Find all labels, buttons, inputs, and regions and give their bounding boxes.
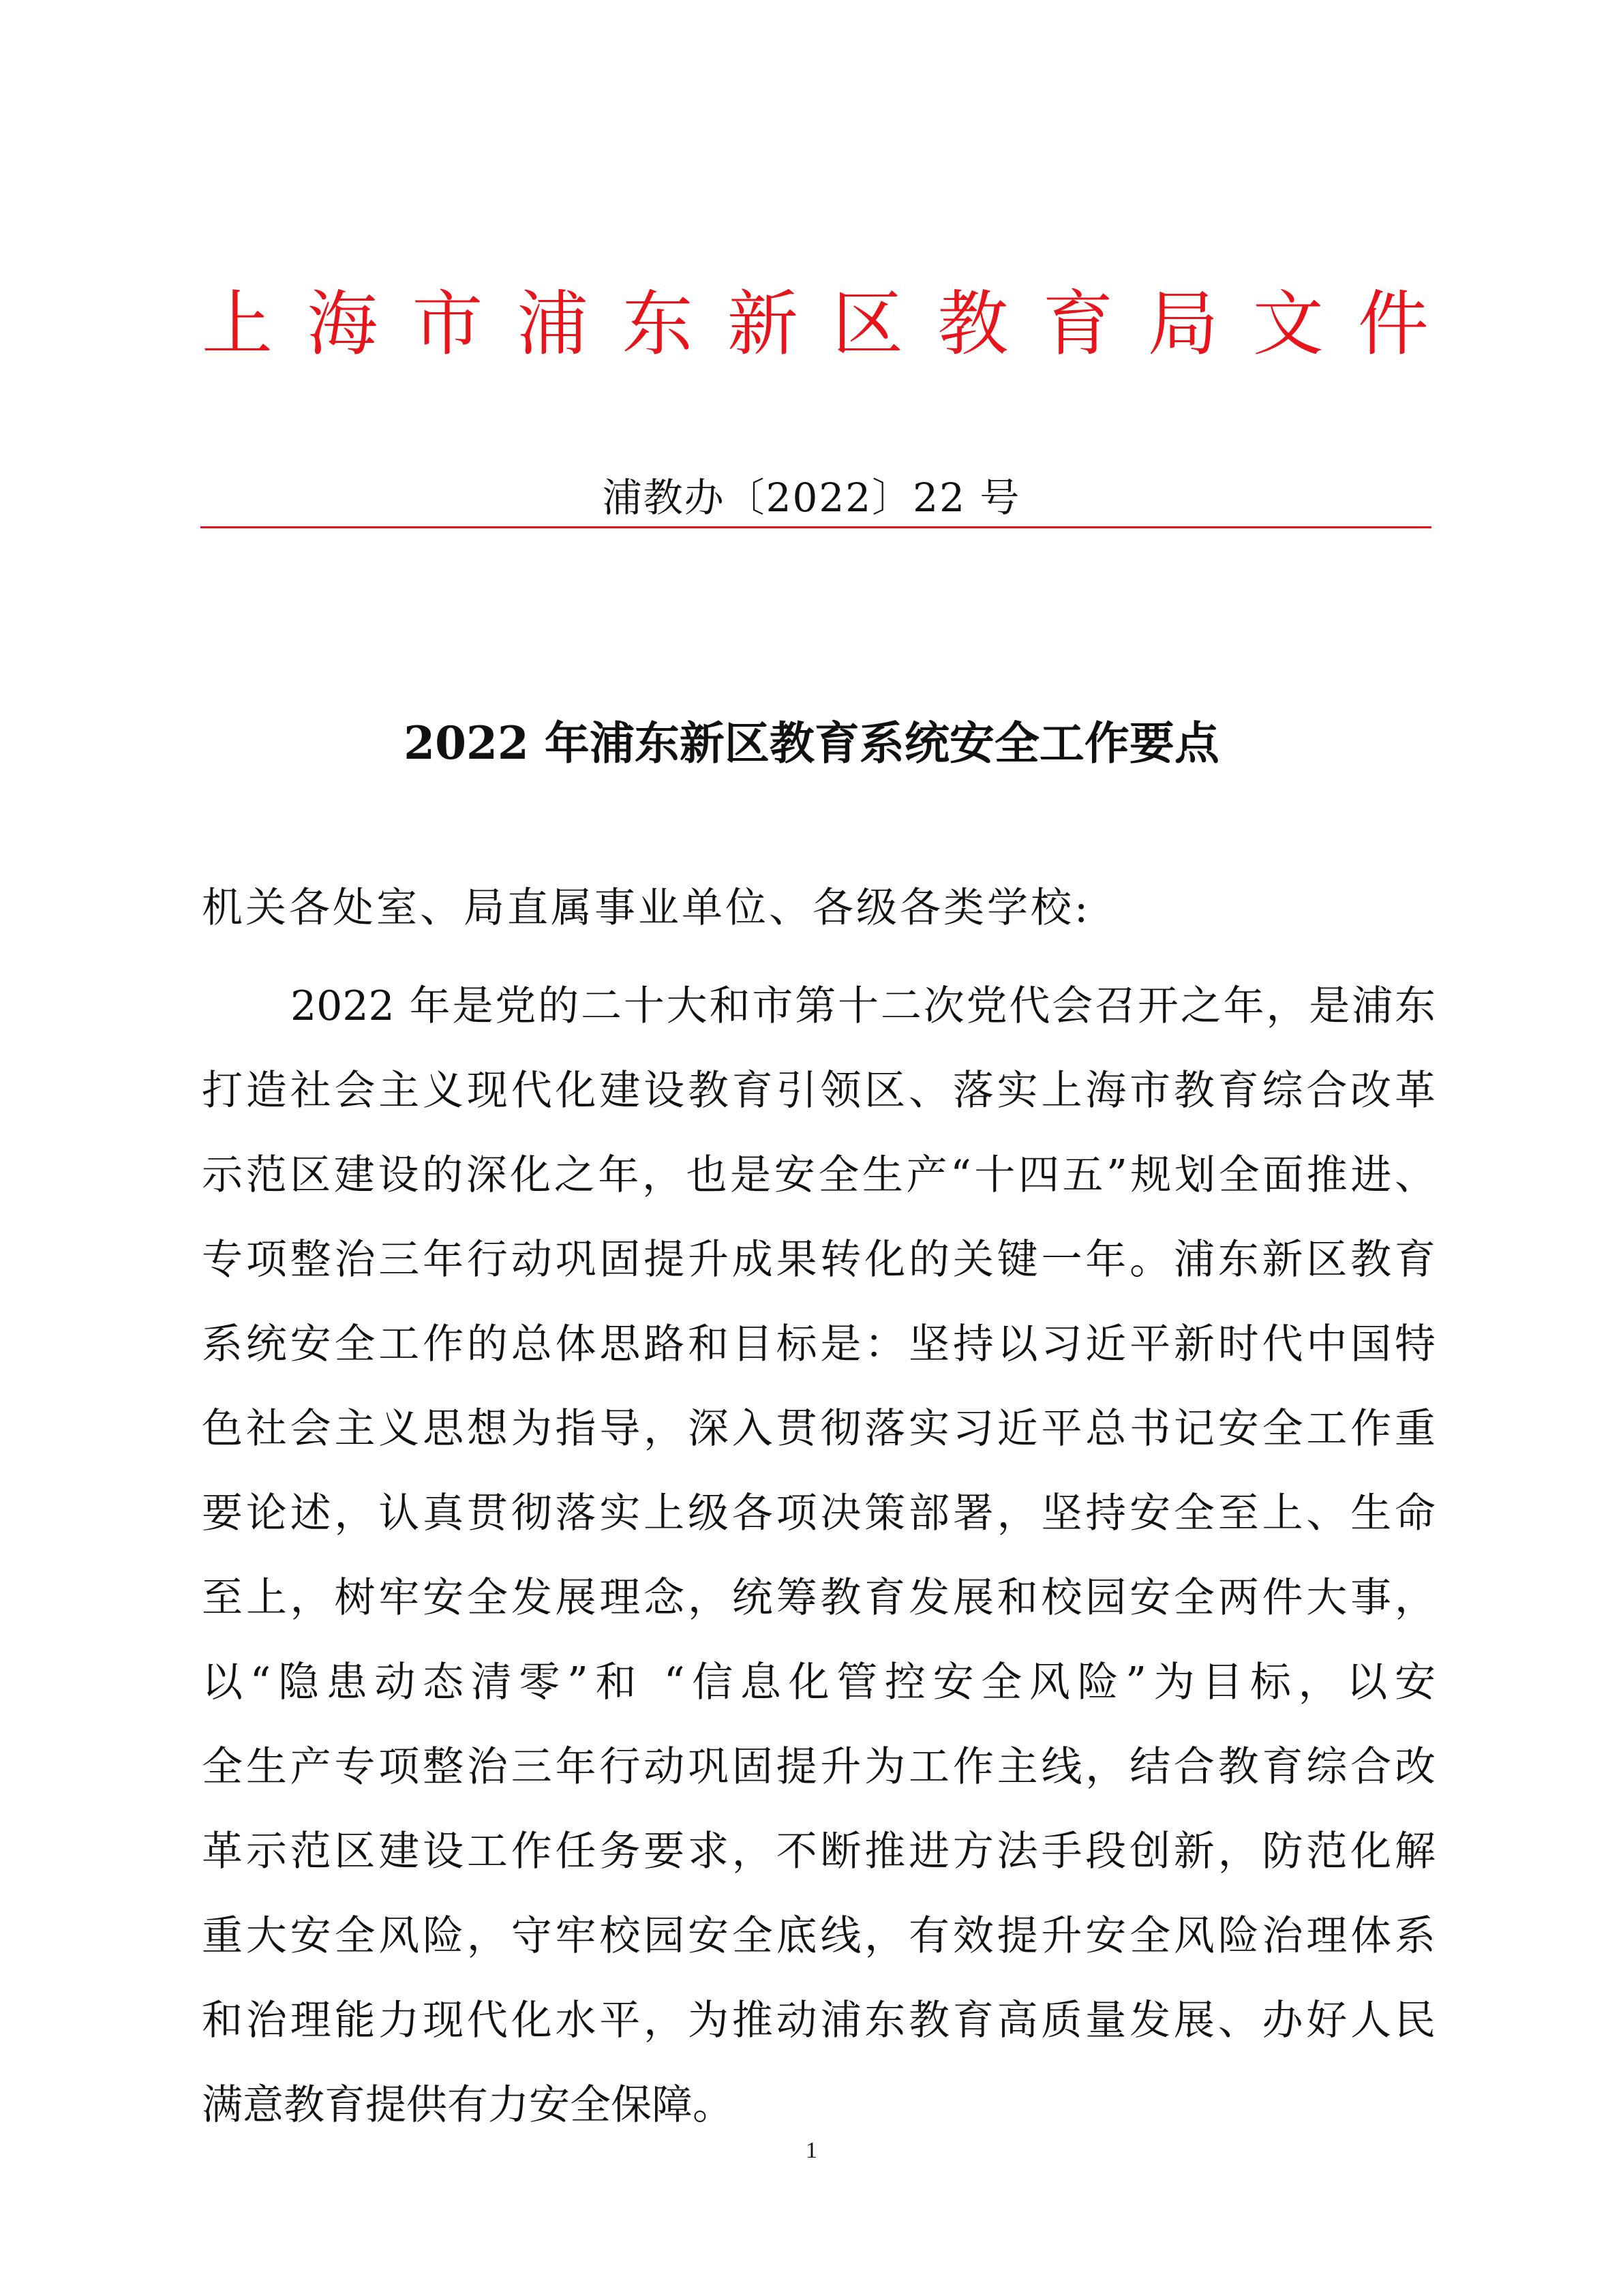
issuer-char: 文 [1252, 282, 1324, 365]
body-line: 色社会主义思想为指导，深入贯彻落实习近平总书记安全工作重 [202, 1405, 1436, 1453]
issuer-char: 教 [937, 282, 1009, 365]
body-line: 至上，树牢安全发展理念，统筹教育发展和校园安全两件大事， [202, 1574, 1436, 1622]
issuer-char: 东 [622, 282, 693, 365]
body-line: 2022 年是党的二十大和市第十二次党代会召开之年，是浦东 [290, 982, 1436, 1030]
red-divider-line [200, 526, 1431, 528]
body-paragraph [202, 964, 1436, 2147]
body-line: 要论述，认真贯彻落实上级各项决策部署，坚持安全至上、生命 [202, 1490, 1436, 1537]
issuer-heading [202, 269, 1429, 378]
body-line: 满意教育提供有力安全保障。 [202, 2081, 733, 2129]
body-line: 以“隐患动态清零”和 “信息化管控安全风险”为目标，以安 [202, 1659, 1436, 1706]
issuer-char: 育 [1042, 282, 1114, 365]
body-line: 全生产专项整治三年行动巩固提升为工作主线，结合教育综合改 [202, 1743, 1436, 1791]
issuer-char: 浦 [517, 282, 588, 365]
body-line: 示范区建设的深化之年，也是安全生产“十四五”规划全面推进、 [202, 1151, 1436, 1199]
body-line: 革示范区建设工作任务要求，不断推进方法手段创新，防范化解 [202, 1828, 1436, 1875]
page-number: 1 [806, 2138, 817, 2163]
issuer-char: 件 [1357, 282, 1429, 365]
issuer-char: 市 [412, 282, 483, 365]
document-number: 浦教办〔2022〕22 号 [602, 474, 1021, 521]
body-line: 和治理能力现代化水平，为推动浦东教育高质量发展、办好人民 [202, 1997, 1436, 2044]
body-line: 重大安全风险，守牢校园安全底线，有效提升安全风险治理体系 [202, 1912, 1436, 1960]
issuer-char: 上 [202, 282, 273, 365]
document-title: 2022 年浦东新区教育系统安全工作要点 [404, 716, 1219, 770]
issuer-char: 区 [832, 282, 904, 365]
issuer-char: 海 [307, 282, 378, 365]
body-line: 打造社会主义现代化建设教育引领区、落实上海市教育综合改革 [202, 1067, 1436, 1115]
body-line: 系统安全工作的总体思路和目标是：坚持以习近平新时代中国特 [202, 1320, 1436, 1368]
addressee-line: 机关各处室、局直属事业单位、各级各类学校: [202, 884, 1091, 932]
issuer-char: 局 [1147, 282, 1219, 365]
issuer-char: 新 [727, 282, 798, 365]
body-line: 专项整治三年行动巩固提升成果转化的关键一年。浦东新区教育 [202, 1236, 1436, 1284]
